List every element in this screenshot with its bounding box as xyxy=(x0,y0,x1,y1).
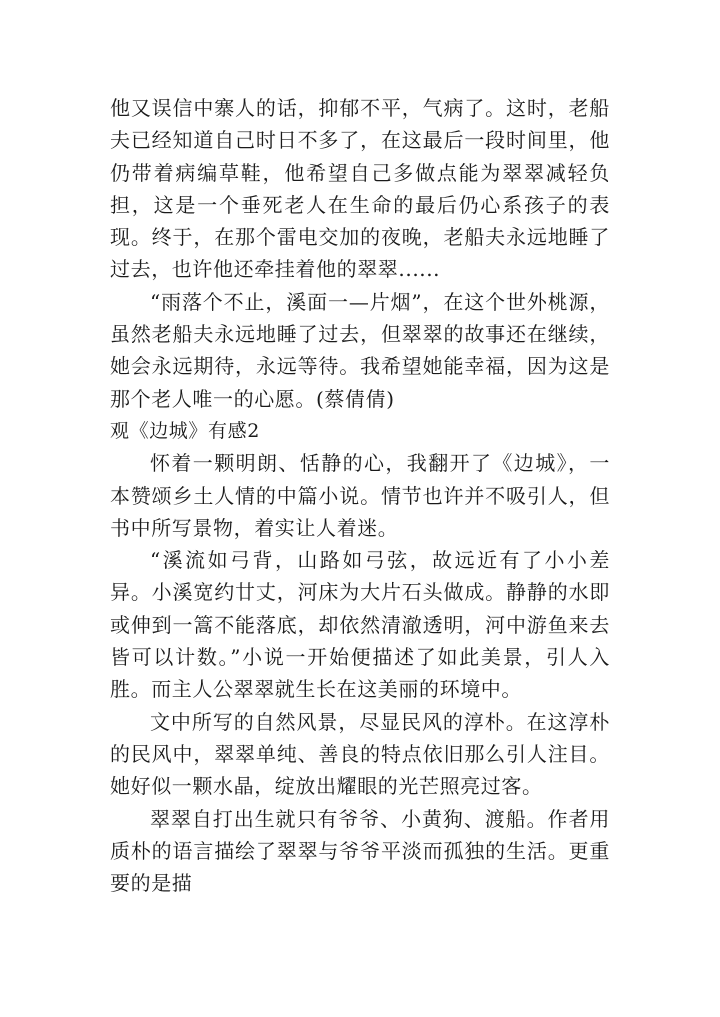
paragraph-2: “雨落个不止，溪面一—片烟”，在这个世外桃源，虽然老船夫永远地睡了过去，但翠翠的故事还在继续，她会永远期待，永远等待。我希望她能幸福，因为这是那个老人唯一的心愿。(蔡倩倩) xyxy=(110,289,610,411)
paragraph-6: 翠翠自打出生就只有爷爷、小黄狗、渡船。作者用质朴的语言描绘了翠翠与爷爷平淡而孤独的生活。更重要的是描 xyxy=(110,806,610,896)
paragraph-3: 怀着一颗明朗、恬静的心，我翻开了《边城》，一本赞颂乡土人情的中篇小说。情节也许并不吸引人，但书中所写景物，着实让人着迷。 xyxy=(110,451,610,540)
paragraph-1: 他又误信中寨人的话，抑郁不平，气病了。这时，老船夫已经知道自己时日不多了，在这最后一段时间里，他仍带着病编草鞋，他希望自己多做点能为翠翠减轻负担，这是一个垂死老人在生命的最后仍心系孩子的表现。终于，在那个雷电交加的夜晚，老船夫永远地睡了过去，也许他还牵挂着他的翠翠...... xyxy=(110,96,610,282)
document-page xyxy=(110,92,610,899)
paragraph-4: “溪流如弓背，山路如弓弦，故远近有了小小差异。小溪宽约廿丈，河床为大片石头做成。静静的水即或伸到一篙不能落底，却依然清澈透明，河中游鱼来去皆可以计数。”小说一开始便描述了如此美景，引人入胜。而主人公翠翠就生长在这美丽的环境中。 xyxy=(110,548,610,702)
paragraph-5: 文中所写的自然风景，尽显民风的淳朴。在这淳朴的民风中，翠翠单纯、善良的特点依旧那么引人注目。她好似一颗水晶，绽放出耀眼的光芒照亮过客。 xyxy=(110,709,610,799)
section-heading: 观《边城》有感2 xyxy=(110,419,260,442)
